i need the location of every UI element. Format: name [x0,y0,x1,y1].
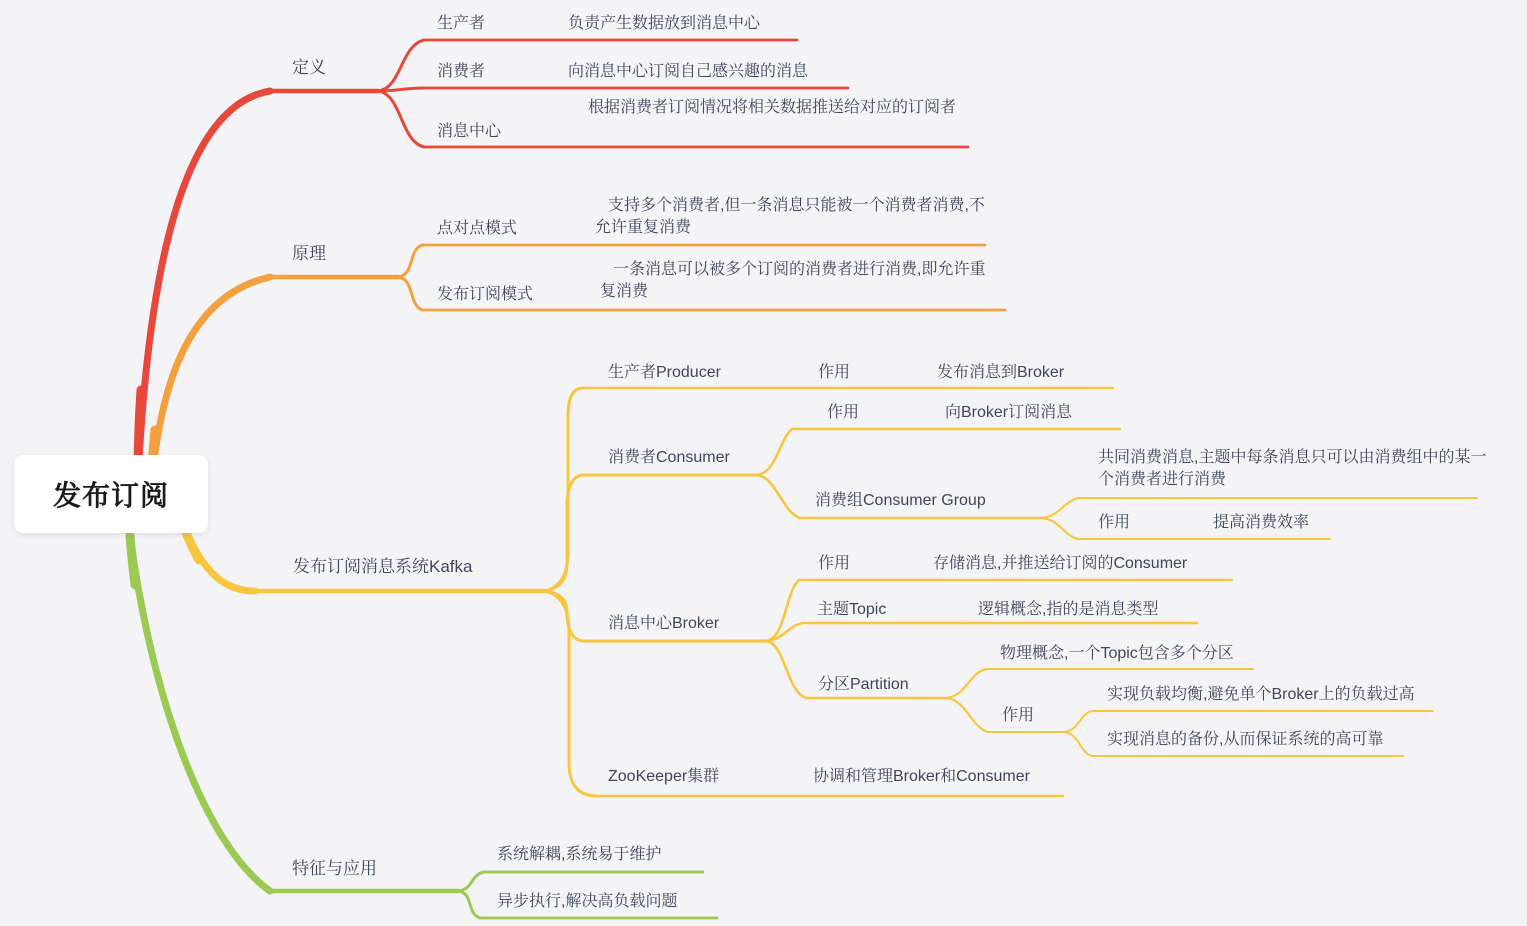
node-feature-async[interactable]: 异步执行,解决高负载问题 [497,893,678,910]
node-zookeeper[interactable]: ZooKeeper集群 [608,768,720,785]
node-kafka-broker[interactable]: 消息中心Broker [608,615,720,632]
branch-definition[interactable]: 定义 [292,58,326,77]
node-partition-desc[interactable]: 物理概念,一个Topic包含多个分区 [1000,645,1234,662]
node-consumer-group[interactable]: 消费组Consumer Group [815,492,986,509]
node-kafka-consumer-role[interactable]: 作用 [827,404,860,421]
node-def-producer[interactable]: 生产者 [437,15,486,32]
node-partition-role-desc1[interactable]: 实现负载均衡,避免单个Broker上的负载过高 [1107,686,1415,703]
branch-features[interactable]: 特征与应用 [292,859,377,878]
node-p2p[interactable]: 点对点模式 [437,220,518,237]
node-kafka-producer-role[interactable]: 作用 [818,364,851,381]
branch-principle[interactable]: 原理 [292,244,326,263]
node-def-consumer[interactable]: 消费者 [437,63,486,80]
node-consumer-group-role[interactable]: 作用 [1098,514,1131,531]
node-def-producer-desc[interactable]: 负责产生数据放到消息中心 [568,15,761,32]
node-kafka-consumer[interactable]: 消费者Consumer [608,449,730,466]
node-broker-topic[interactable]: 主题Topic [817,601,887,618]
node-consumer-group-role-desc[interactable]: 提高消费效率 [1213,514,1310,531]
root-node[interactable] [14,455,208,533]
node-p2p-desc[interactable]: 支持多个消费者,但一条消息只能被一个消费者消费,不允许重复消费 [595,197,985,236]
node-kafka-consumer-role-desc[interactable]: 向Broker订阅消息 [945,404,1073,421]
node-partition-role[interactable]: 作用 [1002,707,1035,724]
node-kafka-producer[interactable]: 生产者Producer [608,364,721,381]
node-broker-role[interactable]: 作用 [818,555,851,572]
node-partition-role-desc2[interactable]: 实现消息的备份,从而保证系统的高可靠 [1107,731,1384,748]
node-broker-topic-desc[interactable]: 逻辑概念,指的是消息类型 [978,601,1159,618]
node-kafka-producer-role-desc[interactable]: 发布消息到Broker [937,364,1065,381]
node-feature-decouple[interactable]: 系统解耦,系统易于维护 [497,846,662,863]
node-def-center-desc[interactable]: 根据消费者订阅情况将相关数据推送给对应的订阅者 [588,99,957,116]
node-broker-partition[interactable]: 分区Partition [818,676,909,693]
node-pubsub-desc[interactable]: 一条消息可以被多个订阅的消费者进行消费,即允许重复消费 [600,261,986,300]
node-consumer-group-desc[interactable]: 共同消费消息,主题中每条消息只可以由消费组中的某一个消费者进行消费 [1098,449,1487,488]
branch-kafka[interactable]: 发布订阅消息系统Kafka [293,557,473,576]
node-broker-role-desc[interactable]: 存储消息,并推送给订阅的Consumer [933,555,1188,572]
node-def-consumer-desc[interactable]: 向消息中心订阅自己感兴趣的消息 [568,63,809,80]
node-pubsub[interactable]: 发布订阅模式 [437,286,534,303]
root-node-label: 发布订阅 [52,480,169,511]
node-zookeeper-desc[interactable]: 协调和管理Broker和Consumer [813,768,1030,785]
node-def-center[interactable]: 消息中心 [437,123,502,140]
